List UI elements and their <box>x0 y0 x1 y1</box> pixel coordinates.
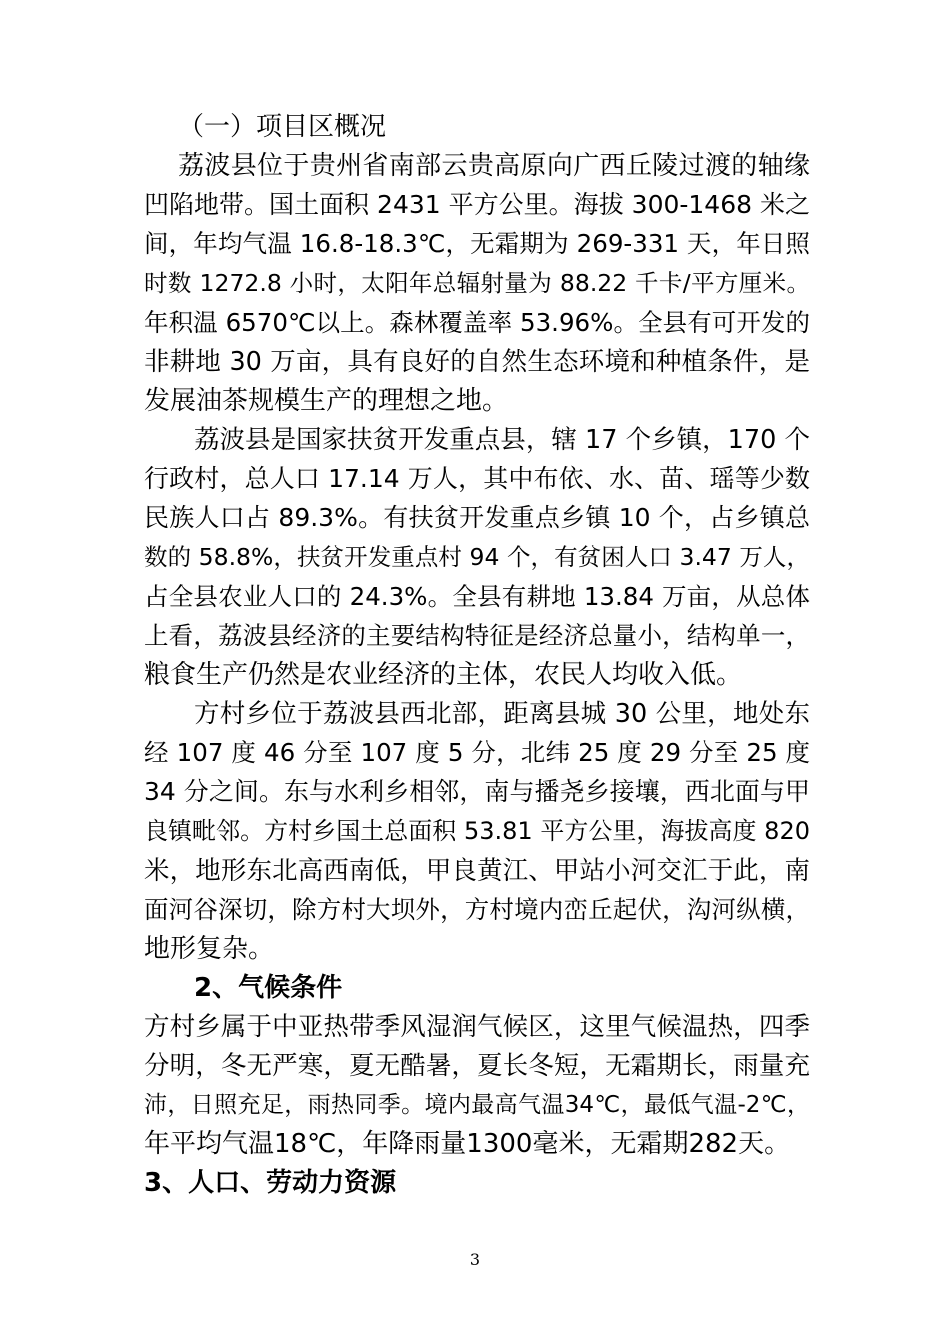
paragraph-2-line-7: 粮食生产仍然是农业经济的主体，农民人均收入低。 <box>144 660 743 690</box>
section-3-title: 3、人口、劳动力资源 <box>144 1168 397 1198</box>
section-2-title: 2、气候条件 <box>194 973 343 1003</box>
paragraph-1-line-1: 荔波县位于贵州省南部云贵高原向广西丘陵过渡的轴缘 <box>178 151 810 181</box>
paragraph-2-line-3: 民族人口占 89.3%。有扶贫开发重点乡镇 10 个，占乡镇总 <box>144 503 810 532</box>
paragraph-1-line-3: 间，年均气温 16.8-18.3℃，无霜期为 269-331 天，年日照 <box>144 229 810 258</box>
paragraph-1-line-5: 年积温 6570℃以上。森林覆盖率 53.96%。全县有可开发的 <box>144 308 810 337</box>
paragraph-2-line-2: 行政村，总人口 17.14 万人，其中布依、水、苗、瑶等少数 <box>144 464 810 493</box>
paragraph-4-line-4: 年平均气温18℃，年降雨量1300毫米，无霜期282天。 <box>144 1129 791 1159</box>
paragraph-2-line-1: 荔波县是国家扶贫开发重点县，辖 17 个乡镇，170 个 <box>194 425 810 455</box>
paragraph-3-line-6: 面河谷深切，除方村大坝外，方村境内峦丘起伏，沟河纵横， <box>144 895 810 924</box>
paragraph-3-line-1: 方村乡位于荔波县西北部，距离县城 30 公里，地处东 <box>194 699 810 729</box>
paragraph-1-line-7: 发展油茶规模生产的理想之地。 <box>144 386 509 416</box>
paragraph-4-line-3: 沛，日照充足，雨热同季。境内最高气温34℃，最低气温-2℃， <box>144 1092 810 1118</box>
section-heading: （一）项目区概况 <box>178 112 387 142</box>
paragraph-1-line-6: 非耕地 30 万亩，具有良好的自然生态环境和种植条件，是 <box>144 347 810 377</box>
paragraph-4-line-2: 分明，冬无严寒，夏无酷暑，夏长冬短，无霜期长，雨量充 <box>144 1051 810 1081</box>
paragraph-3-line-7: 地形复杂。 <box>144 934 275 964</box>
paragraph-3-line-5: 米，地形东北高西南低，甲良黄江、甲站小河交汇于此，南 <box>144 856 810 886</box>
paragraph-4-line-1: 方村乡属于中亚热带季风湿润气候区，这里气候温热，四季 <box>144 1012 810 1042</box>
paragraph-1-line-4: 时数 1272.8 小时，太阳年总辐射量为 88.22 千卡/平方厘米。 <box>144 269 810 297</box>
paragraph-3-line-4: 良镇毗邻。方村乡国土总面积 53.81 平方公里，海拔高度 820 <box>144 817 810 845</box>
page-number: 3 <box>469 1250 481 1269</box>
paragraph-3-line-3: 34 分之间。东与水利乡相邻，南与播尧乡接壤，西北面与甲 <box>144 777 810 806</box>
paragraph-2-line-4: 数的 58.8%，扶贫开发重点村 94 个，有贫困人口 3.47 万人， <box>144 543 810 571</box>
paragraph-2-line-6: 上看，荔波县经济的主要结构特征是经济总量小，结构单一， <box>144 621 810 650</box>
paragraph-2-line-5: 占全县农业人口的 24.3%。全县有耕地 13.84 万亩，从总体 <box>144 582 810 611</box>
paragraph-3-line-2: 经 107 度 46 分至 107 度 5 分，北纬 25 度 29 分至 25 度 <box>144 738 810 767</box>
paragraph-1-line-2: 凹陷地带。国土面积 2431 平方公里。海拔 300-1468 米之 <box>144 190 810 219</box>
